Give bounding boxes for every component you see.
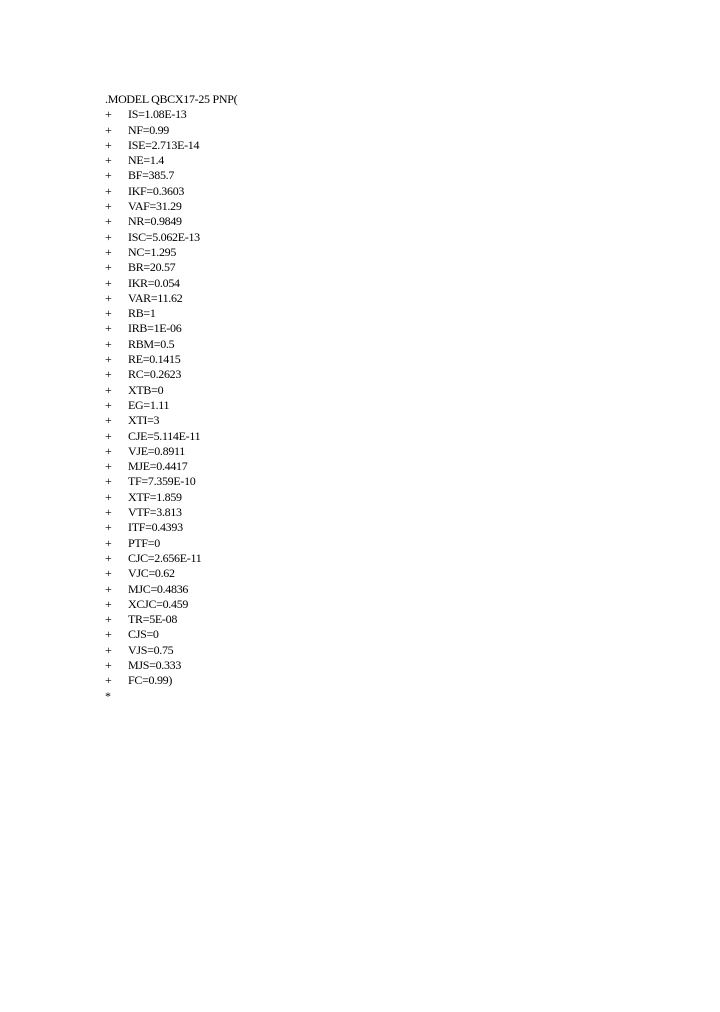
param-text: NR=0.9849: [128, 214, 182, 229]
continuation-marker: +: [105, 397, 112, 412]
continuation-marker: +: [105, 413, 112, 428]
continuation-marker: +: [105, 459, 112, 474]
param-row: [105, 230, 705, 245]
param-text: VJS=0.75: [128, 642, 174, 657]
model-header: .MODEL QBCX17-25 PNP(: [105, 92, 238, 106]
continuation-marker: +: [105, 352, 112, 367]
continuation-marker: +: [105, 566, 112, 581]
continuation-marker: +: [105, 244, 112, 259]
param-text: EG=1.11: [128, 397, 170, 412]
param-row: [105, 474, 705, 489]
param-text: VAR=11.62: [128, 290, 183, 305]
param-row: [105, 658, 705, 673]
param-text: XTB=0: [128, 382, 164, 397]
param-row: [105, 627, 705, 642]
continuation-marker: +: [105, 306, 112, 321]
continuation-marker: +: [105, 474, 112, 489]
param-row: [105, 490, 705, 505]
continuation-marker: +: [105, 153, 112, 168]
param-row: [105, 245, 705, 260]
param-row: [105, 337, 705, 352]
param-row: [105, 352, 705, 367]
continuation-marker: +: [105, 581, 112, 596]
param-text: RC=0.2623: [128, 367, 182, 382]
parameter-list: [105, 107, 705, 688]
continuation-marker: +: [105, 122, 112, 137]
param-text: RBM=0.5: [128, 336, 175, 351]
param-row: [105, 184, 705, 199]
param-text: VJE=0.8911: [128, 443, 185, 458]
spice-model-document: [105, 92, 705, 704]
param-row: [105, 612, 705, 627]
param-row: [105, 566, 705, 581]
continuation-marker: +: [105, 596, 112, 611]
param-row: [105, 214, 705, 229]
param-text: IS=1.08E-13: [128, 107, 187, 122]
continuation-marker: +: [105, 657, 112, 672]
param-text: TR=5E-08: [128, 612, 178, 627]
param-row: [105, 291, 705, 306]
param-row: [105, 107, 705, 122]
continuation-marker: +: [105, 107, 112, 122]
param-row: [105, 321, 705, 336]
param-text: MJS=0.333: [128, 657, 182, 672]
param-row: [105, 597, 705, 612]
param-text: IRB=1E-06: [128, 321, 182, 336]
continuation-marker: +: [105, 183, 112, 198]
param-row: [105, 153, 705, 168]
param-row: [105, 306, 705, 321]
continuation-marker: +: [105, 505, 112, 520]
param-text: RB=1: [128, 306, 156, 321]
param-row: [105, 413, 705, 428]
param-text: VTF=3.813: [128, 505, 182, 520]
continuation-marker: +: [105, 428, 112, 443]
continuation-marker: +: [105, 336, 112, 351]
param-text: XTI=3: [128, 413, 160, 428]
param-row: [105, 643, 705, 658]
param-text: MJE=0.4417: [128, 459, 188, 474]
param-row: [105, 276, 705, 291]
param-row: [105, 429, 705, 444]
param-text: NC=1.295: [128, 244, 177, 259]
param-row: [105, 398, 705, 413]
continuation-marker: +: [105, 489, 112, 504]
continuation-marker: +: [105, 290, 112, 305]
param-text: BR=20.57: [128, 260, 176, 275]
param-text: CJC=2.656E-11: [128, 550, 202, 565]
param-row: [105, 536, 705, 551]
param-row: [105, 367, 705, 382]
continuation-marker: +: [105, 321, 112, 336]
continuation-marker: +: [105, 612, 112, 627]
param-text: IKF=0.3603: [128, 183, 185, 198]
param-text: CJS=0: [128, 627, 159, 642]
param-row: [105, 551, 705, 566]
continuation-marker: +: [105, 260, 112, 275]
param-row: [105, 138, 705, 153]
continuation-marker: +: [105, 199, 112, 214]
param-row: [105, 673, 705, 688]
param-row: [105, 383, 705, 398]
param-text: XTF=1.859: [128, 489, 182, 504]
continuation-marker: +: [105, 168, 112, 183]
param-text: XCJC=0.459: [128, 596, 189, 611]
param-text: ISC=5.062E-13: [128, 229, 200, 244]
continuation-marker: +: [105, 627, 112, 642]
param-row: [105, 199, 705, 214]
param-text: MJC=0.4836: [128, 581, 189, 596]
param-row: [105, 582, 705, 597]
continuation-marker: +: [105, 673, 112, 688]
param-row: [105, 459, 705, 474]
param-row: [105, 123, 705, 138]
param-text: ITF=0.4393: [128, 520, 183, 535]
continuation-marker: +: [105, 642, 112, 657]
continuation-marker: +: [105, 214, 112, 229]
param-text: VJC=0.62: [128, 566, 175, 581]
param-text: NE=1.4: [128, 153, 164, 168]
continuation-marker: +: [105, 382, 112, 397]
param-text: ISE=2.713E-14: [128, 137, 200, 152]
param-row: [105, 260, 705, 275]
continuation-marker: +: [105, 137, 112, 152]
param-text: PTF=0: [128, 535, 160, 550]
param-text: NF=0.99: [128, 122, 170, 137]
param-text: TF=7.359E-10: [128, 474, 196, 489]
continuation-marker: +: [105, 535, 112, 550]
param-row: [105, 444, 705, 459]
param-text: BF=385.7: [128, 168, 175, 183]
param-text: VAF=31.29: [128, 199, 182, 214]
continuation-marker: +: [105, 229, 112, 244]
terminator: *: [105, 688, 111, 703]
continuation-marker: +: [105, 443, 112, 458]
param-text: RE=0.1415: [128, 352, 181, 367]
param-row: [105, 520, 705, 535]
continuation-marker: +: [105, 520, 112, 535]
param-text: IKR=0.054: [128, 275, 180, 290]
continuation-marker: +: [105, 367, 112, 382]
param-row: [105, 505, 705, 520]
continuation-marker: +: [105, 275, 112, 290]
param-row: [105, 168, 705, 183]
param-text: FC=0.99): [128, 673, 173, 688]
param-text: CJE=5.114E-11: [128, 428, 201, 443]
continuation-marker: +: [105, 550, 112, 565]
